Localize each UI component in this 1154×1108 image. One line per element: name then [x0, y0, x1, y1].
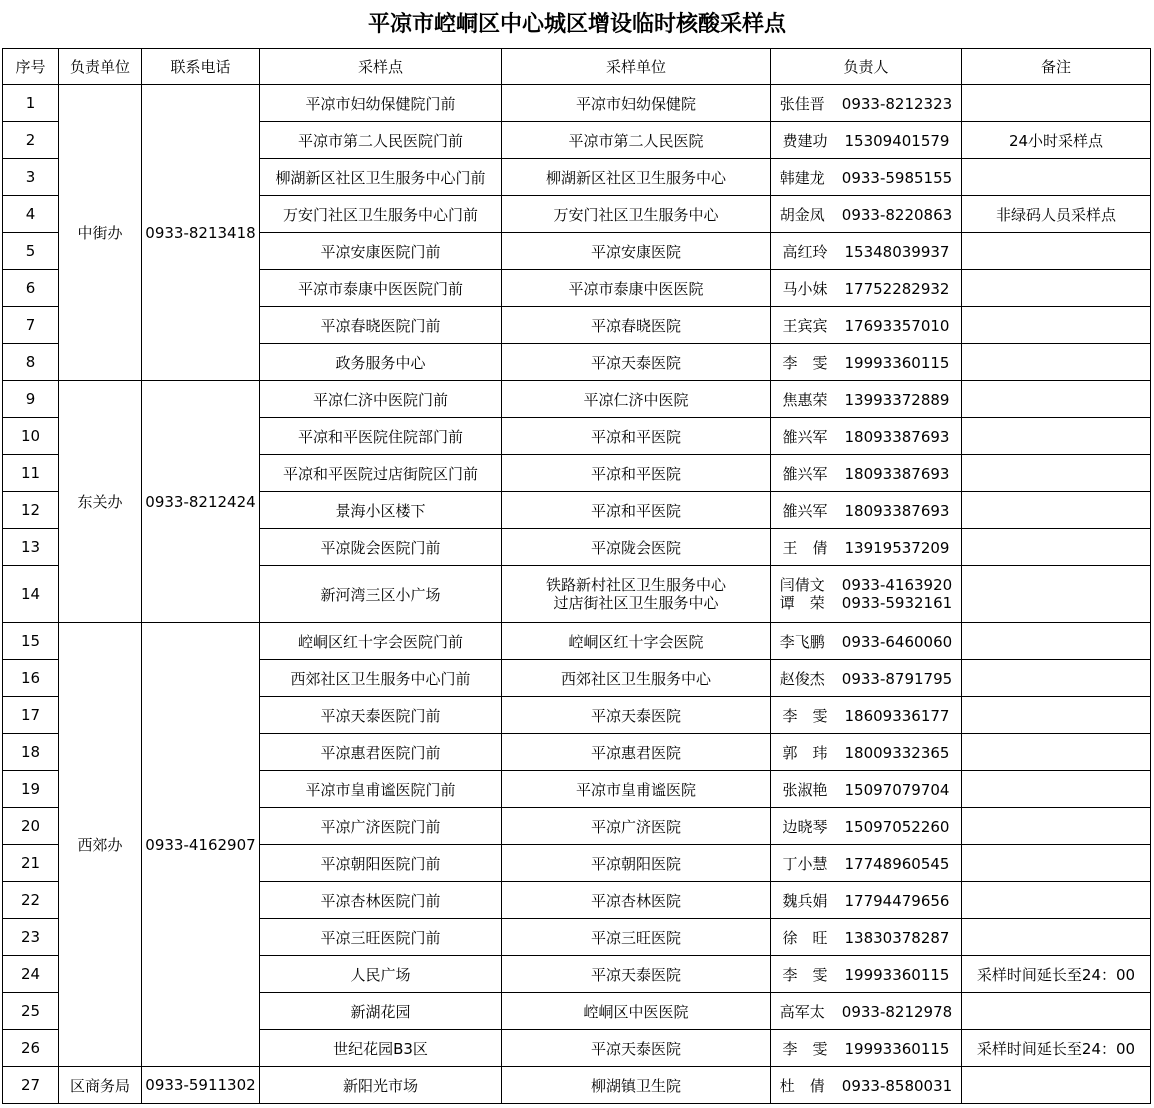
- row-number: 3: [3, 159, 59, 196]
- person-phone: 15097079704: [844, 780, 950, 799]
- row-number: 11: [3, 455, 59, 492]
- note: [962, 307, 1151, 344]
- person-in-charge: [771, 956, 962, 993]
- person-name: 韩建龙: [779, 168, 825, 187]
- sampling-site: 万安门社区卫生服务中心门前: [260, 196, 502, 233]
- person-name: 赵俊杰: [779, 669, 825, 688]
- person-name: 马小妹: [782, 279, 828, 298]
- sampling-site: 平凉广济医院门前: [260, 808, 502, 845]
- row-number: 21: [3, 845, 59, 882]
- person-phone: 0933-5985155: [841, 168, 953, 187]
- sampling-org: 平凉市皇甫谧医院: [502, 771, 771, 808]
- person-entry: [783, 352, 950, 373]
- note: [962, 697, 1151, 734]
- sampling-org-line: 铁路新村社区卫生服务中心: [545, 576, 726, 594]
- person-entry: [783, 500, 950, 521]
- row-number: 5: [3, 233, 59, 270]
- person-name: 李 雯: [782, 353, 828, 372]
- sampling-org: 平凉市第二人民医院: [502, 122, 771, 159]
- person-phone: 18009332365: [844, 743, 950, 762]
- person-phone: 15097052260: [844, 817, 950, 836]
- person-name: 张佳晋: [779, 94, 825, 113]
- note: [962, 344, 1151, 381]
- row-number: 10: [3, 418, 59, 455]
- person-entry: [783, 964, 950, 985]
- person-in-charge: [771, 344, 962, 381]
- row-number: 22: [3, 882, 59, 919]
- note: [962, 845, 1151, 882]
- sampling-org: 平凉和平医院: [502, 418, 771, 455]
- person-entry: [780, 93, 952, 114]
- sampling-site: 平凉陇会医院门前: [260, 529, 502, 566]
- table-row: [3, 381, 1151, 418]
- sampling-site: 平凉和平医院住院部门前: [260, 418, 502, 455]
- sampling-site: 平凉天泰医院门前: [260, 697, 502, 734]
- person-name: 李 雯: [782, 706, 828, 725]
- person-phone: 19993360115: [844, 965, 950, 984]
- person-phone: 0933-8212323: [841, 94, 953, 113]
- person-phone: 18609336177: [844, 706, 950, 725]
- person-in-charge: [771, 566, 962, 623]
- sampling-org: 平凉市妇幼保健院: [502, 85, 771, 122]
- person-name: 王 倩: [782, 538, 828, 557]
- person-entry: [783, 315, 950, 336]
- responsible-unit: 东关办: [59, 381, 142, 623]
- sampling-site: 平凉惠君医院门前: [260, 734, 502, 771]
- note: [962, 882, 1151, 919]
- row-number: 27: [3, 1067, 59, 1104]
- row-number: 20: [3, 808, 59, 845]
- row-number: 4: [3, 196, 59, 233]
- sampling-sites-table: [2, 48, 1151, 1104]
- row-number: 23: [3, 919, 59, 956]
- note: [962, 85, 1151, 122]
- person-entry: [783, 463, 950, 484]
- person-in-charge: [771, 1030, 962, 1067]
- person-name: 焦惠荣: [782, 390, 828, 409]
- person-name: 张淑艳: [782, 780, 828, 799]
- sampling-site: 平凉市泰康中医医院门前: [260, 270, 502, 307]
- sampling-site: 平凉春晓医院门前: [260, 307, 502, 344]
- person-entry: [780, 204, 952, 225]
- note: [962, 771, 1151, 808]
- sampling-org: 西郊社区卫生服务中心: [502, 660, 771, 697]
- person-entry: [780, 594, 952, 612]
- sampling-org: 平凉安康医院: [502, 233, 771, 270]
- note: [962, 418, 1151, 455]
- person-in-charge: [771, 845, 962, 882]
- person-phone: 17693357010: [844, 316, 950, 335]
- person-entry: [783, 890, 950, 911]
- sampling-org: 柳湖新区社区卫生服务中心: [502, 159, 771, 196]
- sampling-org: 崆峒区中医医院: [502, 993, 771, 1030]
- person-phone: 0933-5932161: [841, 594, 953, 612]
- row-number: 6: [3, 270, 59, 307]
- note: 采样时间延长至24：00: [962, 1030, 1151, 1067]
- person-entry: [783, 705, 950, 726]
- person-name: 魏兵娟: [782, 891, 828, 910]
- person-entry: [783, 779, 950, 800]
- row-number: 19: [3, 771, 59, 808]
- person-in-charge: [771, 455, 962, 492]
- sampling-org: 柳湖镇卫生院: [502, 1067, 771, 1104]
- sampling-site: 平凉和平医院过店街院区门前: [260, 455, 502, 492]
- person-phone: 17752282932: [844, 279, 950, 298]
- sampling-site: 平凉市皇甫谧医院门前: [260, 771, 502, 808]
- unit-phone: 0933-4162907: [142, 623, 260, 1067]
- row-number: 13: [3, 529, 59, 566]
- note: [962, 381, 1151, 418]
- unit-phone: 0933-8213418: [142, 85, 260, 381]
- note: 24小时采样点: [962, 122, 1151, 159]
- responsible-unit: 中街办: [59, 85, 142, 381]
- person-entry: [783, 389, 950, 410]
- person-phone: 0933-8212978: [841, 1002, 953, 1021]
- person-in-charge: [771, 85, 962, 122]
- person-in-charge: [771, 1067, 962, 1104]
- table-row: [3, 85, 1151, 122]
- header-note: 备注: [962, 49, 1151, 85]
- person-entry: [783, 241, 950, 262]
- note: 采样时间延长至24：00: [962, 956, 1151, 993]
- row-number: 18: [3, 734, 59, 771]
- responsible-unit: 西郊办: [59, 623, 142, 1067]
- sampling-site: 政务服务中心: [260, 344, 502, 381]
- sampling-site: 新阳光市场: [260, 1067, 502, 1104]
- person-name: 谭 荣: [779, 594, 825, 612]
- person-name: 王宾宾: [782, 316, 828, 335]
- person-in-charge: [771, 882, 962, 919]
- row-number: 25: [3, 993, 59, 1030]
- note: [962, 455, 1151, 492]
- person-in-charge: [771, 270, 962, 307]
- header-person: 负责人: [771, 49, 962, 85]
- person-entry: [783, 278, 950, 299]
- sampling-org: 平凉和平医院: [502, 492, 771, 529]
- sampling-org: 平凉惠君医院: [502, 734, 771, 771]
- person-entry: [780, 576, 952, 594]
- sampling-org: [502, 566, 771, 623]
- header-phone: 联系电话: [142, 49, 260, 85]
- person-name: 雒兴军: [782, 464, 828, 483]
- person-name: 高军太: [779, 1002, 825, 1021]
- note: [962, 270, 1151, 307]
- person-name: 闫倩文: [779, 576, 825, 594]
- sampling-org: 平凉市泰康中医医院: [502, 270, 771, 307]
- row-number: 7: [3, 307, 59, 344]
- row-number: 1: [3, 85, 59, 122]
- person-entry: [783, 130, 950, 151]
- person-name: 李 雯: [782, 1039, 828, 1058]
- person-name: 李 雯: [782, 965, 828, 984]
- sampling-org-line: 过店街社区卫生服务中心: [553, 594, 719, 612]
- person-in-charge: [771, 697, 962, 734]
- header-site: 采样点: [260, 49, 502, 85]
- row-number: 2: [3, 122, 59, 159]
- person-phone: 0933-4163920: [841, 576, 953, 594]
- person-entry: [783, 853, 950, 874]
- note: [962, 660, 1151, 697]
- page-title: 平凉市崆峒区中心城区增设临时核酸采样点: [367, 11, 786, 37]
- note: [962, 919, 1151, 956]
- person-in-charge: [771, 660, 962, 697]
- note: [962, 233, 1151, 270]
- person-in-charge: [771, 381, 962, 418]
- row-number: 16: [3, 660, 59, 697]
- header-row: [3, 49, 1151, 85]
- person-phone: 13830378287: [844, 928, 950, 947]
- sampling-site: 世纪花园B3区: [260, 1030, 502, 1067]
- person-in-charge: [771, 919, 962, 956]
- person-entry: [783, 927, 950, 948]
- person-entry: [780, 631, 952, 652]
- header-no: 序号: [3, 49, 59, 85]
- sampling-org: 平凉天泰医院: [502, 1030, 771, 1067]
- person-name: 雒兴军: [782, 501, 828, 520]
- person-entry: [783, 426, 950, 447]
- person-phone: 19993360115: [844, 353, 950, 372]
- person-entry: [780, 1001, 952, 1022]
- sampling-site: 柳湖新区社区卫生服务中心门前: [260, 159, 502, 196]
- person-name: 雒兴军: [782, 427, 828, 446]
- person-phone: 17748960545: [844, 854, 950, 873]
- note: [962, 734, 1151, 771]
- person-entry: [783, 1038, 950, 1059]
- sampling-org: 平凉朝阳医院: [502, 845, 771, 882]
- person-phone: 18093387693: [844, 427, 950, 446]
- person-phone: 0933-8220863: [841, 205, 953, 224]
- note: [962, 492, 1151, 529]
- sampling-org: 万安门社区卫生服务中心: [502, 196, 771, 233]
- person-in-charge: [771, 159, 962, 196]
- sampling-site: 平凉市第二人民医院门前: [260, 122, 502, 159]
- person-name: 边晓琴: [782, 817, 828, 836]
- person-name: 丁小慧: [782, 854, 828, 873]
- person-in-charge: [771, 307, 962, 344]
- sampling-site: 平凉朝阳医院门前: [260, 845, 502, 882]
- note: 非绿码人员采样点: [962, 196, 1151, 233]
- sampling-org: 平凉春晓医院: [502, 307, 771, 344]
- person-in-charge: [771, 808, 962, 845]
- sampling-org: 平凉天泰医院: [502, 697, 771, 734]
- person-entry: [780, 668, 952, 689]
- note: [962, 993, 1151, 1030]
- note: [962, 566, 1151, 623]
- sampling-org: 平凉广济医院: [502, 808, 771, 845]
- person-phone: 13993372889: [844, 390, 950, 409]
- person-in-charge: [771, 529, 962, 566]
- row-number: 15: [3, 623, 59, 660]
- person-name: 高红玲: [782, 242, 828, 261]
- row-number: 9: [3, 381, 59, 418]
- row-number: 26: [3, 1030, 59, 1067]
- person-entry: [780, 167, 952, 188]
- sampling-org: 平凉天泰医院: [502, 956, 771, 993]
- person-entry: [783, 537, 950, 558]
- person-name: 胡金凤: [779, 205, 825, 224]
- person-in-charge: [771, 196, 962, 233]
- sampling-site: 平凉仁济中医院门前: [260, 381, 502, 418]
- table-row: [3, 623, 1151, 660]
- sampling-site: 平凉安康医院门前: [260, 233, 502, 270]
- person-entry: [783, 742, 950, 763]
- table-row: [3, 1067, 1151, 1104]
- sampling-org: 平凉杏林医院: [502, 882, 771, 919]
- person-name: 李飞鹏: [779, 632, 825, 651]
- person-phone: 18093387693: [844, 501, 950, 520]
- note: [962, 159, 1151, 196]
- person-in-charge: [771, 993, 962, 1030]
- unit-phone: 0933-5911302: [142, 1067, 260, 1104]
- person-entry: [783, 816, 950, 837]
- person-name: 费建功: [782, 131, 828, 150]
- sampling-site: 平凉三旺医院门前: [260, 919, 502, 956]
- row-number: 17: [3, 697, 59, 734]
- sampling-site: 人民广场: [260, 956, 502, 993]
- person-phone: 15348039937: [844, 242, 950, 261]
- person-in-charge: [771, 233, 962, 270]
- header-unit: 负责单位: [59, 49, 142, 85]
- sampling-site: 西郊社区卫生服务中心门前: [260, 660, 502, 697]
- person-entry: [780, 1075, 952, 1096]
- sampling-site: 新湖花园: [260, 993, 502, 1030]
- sampling-org: 平凉三旺医院: [502, 919, 771, 956]
- sampling-org: 平凉仁济中医院: [502, 381, 771, 418]
- note: [962, 529, 1151, 566]
- person-in-charge: [771, 623, 962, 660]
- sampling-org: 平凉和平医院: [502, 455, 771, 492]
- person-in-charge: [771, 734, 962, 771]
- sampling-site: 平凉市妇幼保健院门前: [260, 85, 502, 122]
- sampling-org: 平凉天泰医院: [502, 344, 771, 381]
- sampling-org: 崆峒区红十字会医院: [502, 623, 771, 660]
- note: [962, 623, 1151, 660]
- row-number: 8: [3, 344, 59, 381]
- row-number: 24: [3, 956, 59, 993]
- note: [962, 1067, 1151, 1104]
- note: [962, 808, 1151, 845]
- sampling-site: 新河湾三区小广场: [260, 566, 502, 623]
- row-number: 12: [3, 492, 59, 529]
- person-phone: 0933-8580031: [841, 1076, 953, 1095]
- person-phone: 18093387693: [844, 464, 950, 483]
- unit-phone: 0933-8212424: [142, 381, 260, 623]
- sampling-site: 崆峒区红十字会医院门前: [260, 623, 502, 660]
- sampling-site: 平凉杏林医院门前: [260, 882, 502, 919]
- person-phone: 13919537209: [844, 538, 950, 557]
- person-phone: 0933-8791795: [841, 669, 953, 688]
- person-in-charge: [771, 122, 962, 159]
- person-name: 郭 玮: [782, 743, 828, 762]
- person-phone: 17794479656: [844, 891, 950, 910]
- person-in-charge: [771, 771, 962, 808]
- person-name: 杜 倩: [779, 1076, 825, 1095]
- row-number: 14: [3, 566, 59, 623]
- sampling-site: 景海小区楼下: [260, 492, 502, 529]
- person-name: 徐 旺: [782, 928, 828, 947]
- person-in-charge: [771, 492, 962, 529]
- person-in-charge: [771, 418, 962, 455]
- sampling-org: 平凉陇会医院: [502, 529, 771, 566]
- person-phone: 0933-6460060: [841, 632, 953, 651]
- person-phone: 19993360115: [844, 1039, 950, 1058]
- person-phone: 15309401579: [844, 131, 950, 150]
- responsible-unit: 区商务局: [59, 1067, 142, 1104]
- header-org: 采样单位: [502, 49, 771, 85]
